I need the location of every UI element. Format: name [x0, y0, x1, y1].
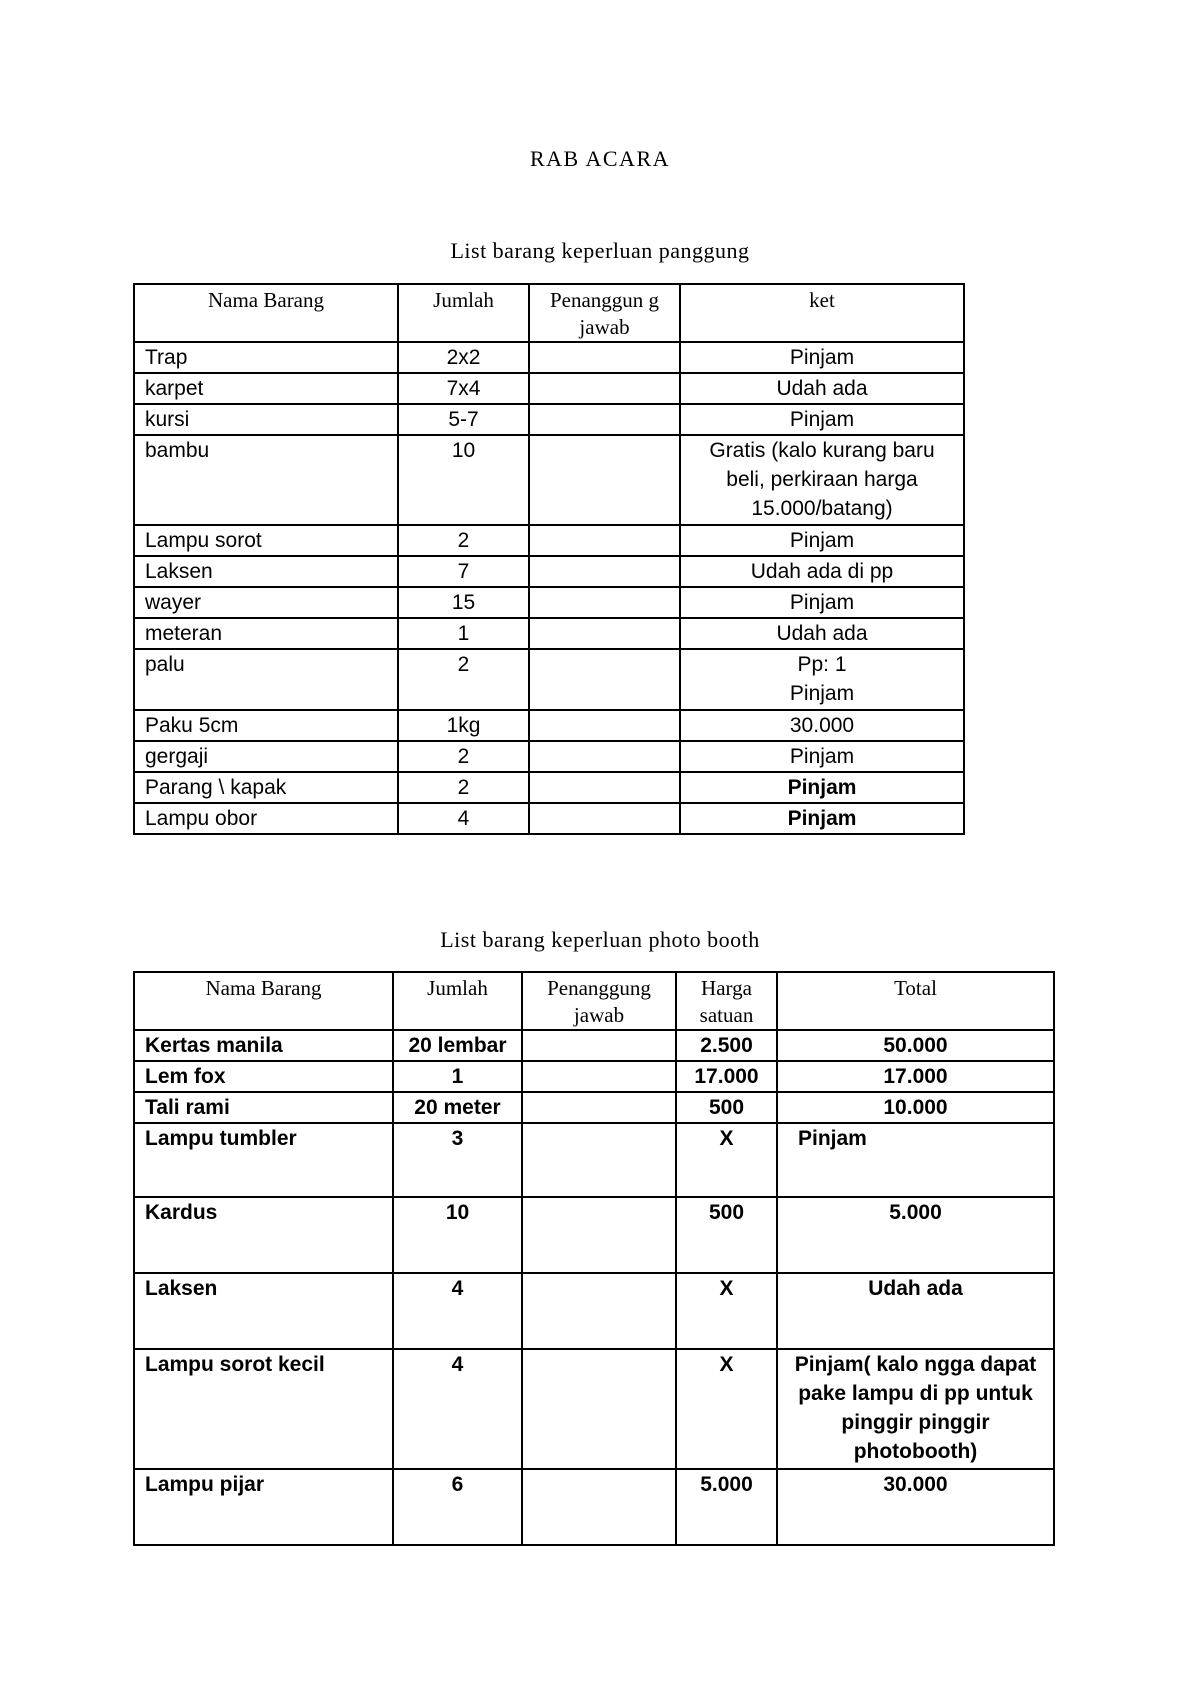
cell-note: Pinjam — [680, 587, 964, 618]
header-ket: ket — [680, 284, 964, 342]
cell-unit-price: X — [676, 1273, 777, 1349]
cell-unit-price: 500 — [676, 1197, 777, 1273]
cell-total: 5.000 — [777, 1197, 1054, 1273]
cell-person-in-charge — [529, 404, 680, 435]
table-row — [134, 404, 964, 435]
table-row — [134, 1273, 1054, 1349]
cell-person-in-charge — [522, 1061, 676, 1092]
header-total: Total — [777, 972, 1054, 1030]
cell-unit-price: X — [676, 1123, 777, 1197]
cell-person-in-charge — [529, 587, 680, 618]
cell-quantity: 1kg — [398, 710, 529, 741]
cell-item: karpet — [134, 373, 398, 404]
cell-person-in-charge — [529, 741, 680, 772]
table-row — [134, 435, 964, 525]
document-title: RAB ACARA — [529, 146, 671, 171]
cell-quantity: 10 — [398, 435, 529, 525]
cell-person-in-charge — [522, 1030, 676, 1061]
cell-unit-price: 5.000 — [676, 1469, 777, 1545]
table-row — [134, 1030, 1054, 1061]
cell-quantity: 4 — [393, 1273, 522, 1349]
cell-note: Udah ada di pp — [680, 556, 964, 587]
cell-unit-price: 2.500 — [676, 1030, 777, 1061]
cell-item: Kertas manila — [134, 1030, 393, 1061]
cell-unit-price: 17.000 — [676, 1061, 777, 1092]
cell-total: 17.000 — [777, 1061, 1054, 1092]
table-header-row — [134, 972, 1054, 1030]
cell-quantity: 1 — [393, 1061, 522, 1092]
table-row — [134, 803, 964, 834]
cell-person-in-charge — [529, 342, 680, 373]
cell-quantity: 7x4 — [398, 373, 529, 404]
table-row — [134, 741, 964, 772]
cell-item: Kardus — [134, 1197, 393, 1273]
cell-quantity: 2x2 — [398, 342, 529, 373]
cell-note: Pinjam — [680, 741, 964, 772]
cell-note: Pinjam — [680, 404, 964, 435]
table-row — [134, 710, 964, 741]
cell-unit-price: X — [676, 1349, 777, 1469]
table-row — [134, 618, 964, 649]
cell-unit-price: 500 — [676, 1092, 777, 1123]
cell-item: palu — [134, 649, 398, 710]
cell-total: 10.000 — [777, 1092, 1054, 1123]
cell-person-in-charge — [529, 373, 680, 404]
cell-total: Pinjam — [777, 1123, 1054, 1197]
cell-item: Laksen — [134, 1273, 393, 1349]
cell-note: Pinjam — [680, 772, 964, 803]
table-row — [134, 772, 964, 803]
cell-item: Lampu pijar — [134, 1469, 393, 1545]
cell-item: Laksen — [134, 556, 398, 587]
cell-person-in-charge — [529, 525, 680, 556]
cell-item: meteran — [134, 618, 398, 649]
header-penanggung-jawab: Penanggung jawab — [522, 972, 676, 1030]
cell-person-in-charge — [522, 1092, 676, 1123]
cell-item: Paku 5cm — [134, 710, 398, 741]
cell-quantity: 4 — [398, 803, 529, 834]
cell-quantity: 15 — [398, 587, 529, 618]
cell-quantity: 20 meter — [393, 1092, 522, 1123]
table-row — [134, 373, 964, 404]
cell-item: wayer — [134, 587, 398, 618]
cell-item: Lampu obor — [134, 803, 398, 834]
cell-person-in-charge — [529, 649, 680, 710]
cell-item: Lampu sorot kecil — [134, 1349, 393, 1469]
cell-person-in-charge — [529, 710, 680, 741]
cell-item: Trap — [134, 342, 398, 373]
cell-item: kursi — [134, 404, 398, 435]
header-jumlah: Jumlah — [393, 972, 522, 1030]
cell-total: Udah ada — [777, 1273, 1054, 1349]
cell-person-in-charge — [522, 1123, 676, 1197]
cell-quantity: 7 — [398, 556, 529, 587]
cell-item: Lampu tumbler — [134, 1123, 393, 1197]
cell-item: Parang \ kapak — [134, 772, 398, 803]
cell-quantity: 4 — [393, 1349, 522, 1469]
cell-note: Udah ada — [680, 373, 964, 404]
cell-item: gergaji — [134, 741, 398, 772]
header-penanggung-jawab: Penanggun g jawab — [529, 284, 680, 342]
cell-item: bambu — [134, 435, 398, 525]
cell-quantity: 20 lembar — [393, 1030, 522, 1061]
header-nama-barang: Nama Barang — [134, 284, 398, 342]
table-row — [134, 1123, 1054, 1197]
cell-person-in-charge — [529, 435, 680, 525]
photobooth-list-title: List barang keperluan photo booth — [440, 927, 760, 952]
cell-note: Pinjam — [680, 803, 964, 834]
cell-total: Pinjam( kalo ngga dapat pake lampu di pp untuk pinggir pinggir photobooth) — [777, 1349, 1054, 1469]
cell-total: 50.000 — [777, 1030, 1054, 1061]
cell-person-in-charge — [529, 772, 680, 803]
cell-person-in-charge — [522, 1349, 676, 1469]
table-row — [134, 1061, 1054, 1092]
table-row — [134, 1349, 1054, 1469]
cell-note: 30.000 — [680, 710, 964, 741]
cell-quantity: 1 — [398, 618, 529, 649]
header-harga-satuan: Harga satuan — [676, 972, 777, 1030]
stage-items-table — [133, 283, 965, 835]
header-jumlah: Jumlah — [398, 284, 529, 342]
cell-note: Pinjam — [680, 342, 964, 373]
table-row — [134, 1469, 1054, 1545]
cell-item: Tali rami — [134, 1092, 393, 1123]
cell-person-in-charge — [529, 556, 680, 587]
cell-item: Lampu sorot — [134, 525, 398, 556]
cell-person-in-charge — [522, 1469, 676, 1545]
cell-person-in-charge — [522, 1273, 676, 1349]
table-header-row — [134, 284, 964, 342]
table-row — [134, 525, 964, 556]
stage-list-title: List barang keperluan panggung — [450, 238, 750, 263]
cell-person-in-charge — [522, 1197, 676, 1273]
cell-person-in-charge — [529, 618, 680, 649]
cell-quantity: 2 — [398, 649, 529, 710]
table-row — [134, 649, 964, 710]
cell-person-in-charge — [529, 803, 680, 834]
cell-quantity: 5-7 — [398, 404, 529, 435]
cell-note: Pinjam — [680, 525, 964, 556]
cell-quantity: 2 — [398, 525, 529, 556]
cell-quantity: 3 — [393, 1123, 522, 1197]
cell-quantity: 2 — [398, 772, 529, 803]
table-row — [134, 1092, 1054, 1123]
cell-note: Gratis (kalo kurang baru beli, perkiraan harga 15.000/batang) — [680, 435, 964, 525]
cell-note: Udah ada — [680, 618, 964, 649]
cell-item: Lem fox — [134, 1061, 393, 1092]
cell-quantity: 6 — [393, 1469, 522, 1545]
table-row — [134, 342, 964, 373]
photobooth-items-table — [133, 971, 1055, 1546]
header-nama-barang: Nama Barang — [134, 972, 393, 1030]
cell-quantity: 10 — [393, 1197, 522, 1273]
table-row — [134, 1197, 1054, 1273]
cell-note: Pp: 1 Pinjam — [680, 649, 964, 710]
table-row — [134, 587, 964, 618]
cell-total: 30.000 — [777, 1469, 1054, 1545]
table-row — [134, 556, 964, 587]
cell-quantity: 2 — [398, 741, 529, 772]
